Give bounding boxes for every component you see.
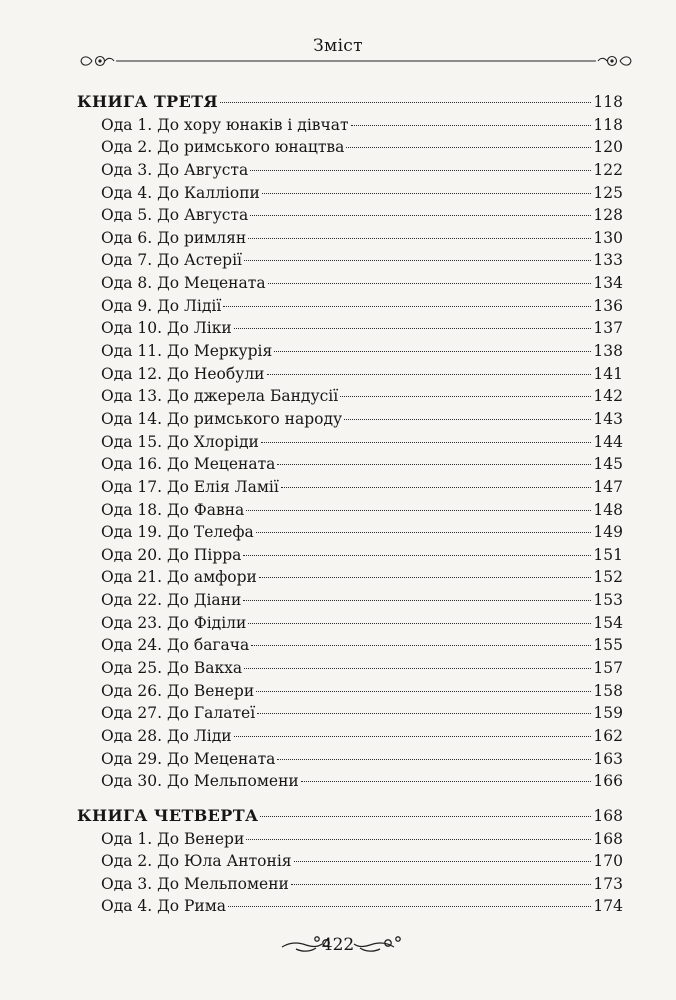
entry-title: Ода 30. До Мельпомени — [101, 772, 299, 791]
entry-page-number: 159 — [593, 704, 623, 723]
toc-entry[interactable] — [77, 476, 623, 499]
entry-title: Ода 15. До Хлоріди — [101, 432, 259, 451]
dot-leader — [294, 861, 592, 862]
entry-page-number: 155 — [593, 636, 623, 655]
entry-title: Ода 12. До Необули — [101, 364, 265, 383]
table-of-contents — [77, 91, 623, 918]
toc-entry[interactable] — [77, 227, 623, 250]
dot-leader — [256, 532, 592, 533]
toc-entry[interactable] — [77, 182, 623, 205]
entry-page-number: 147 — [593, 477, 623, 496]
toc-entry[interactable] — [77, 204, 623, 227]
dot-leader — [260, 816, 591, 817]
entry-title: Ода 11. До Меркурія — [101, 342, 273, 361]
entry-page-number: 151 — [593, 545, 623, 564]
dot-leader — [250, 215, 591, 216]
entry-title: Ода 17. До Елія Ламії — [101, 477, 279, 496]
dot-leader — [251, 645, 591, 646]
toc-entry[interactable] — [77, 431, 623, 454]
dot-leader — [246, 510, 591, 511]
entry-title: Ода 1. До хору юнаків і дівчат — [101, 115, 349, 134]
dot-leader — [291, 884, 592, 885]
toc-book-heading[interactable] — [77, 91, 623, 114]
toc-entry[interactable] — [77, 363, 623, 386]
book-title: КНИГА ТРЕТЯ — [77, 92, 218, 111]
entry-title: Ода 16. До Мецената — [101, 455, 276, 474]
toc-entry[interactable] — [77, 770, 623, 793]
toc-entry[interactable] — [77, 114, 623, 137]
entry-page-number: 162 — [593, 726, 623, 745]
entry-page-number: 130 — [593, 228, 623, 247]
dot-leader — [256, 691, 591, 692]
toc-entry[interactable] — [77, 566, 623, 589]
dot-leader — [248, 238, 591, 239]
dot-leader — [244, 668, 591, 669]
entry-title: Ода 24. До багача — [101, 636, 250, 655]
toc-entry[interactable] — [77, 612, 623, 635]
entry-page-number: 166 — [593, 772, 623, 791]
dot-leader — [250, 170, 591, 171]
dot-leader — [223, 306, 591, 307]
dot-leader — [277, 464, 591, 465]
dot-leader — [220, 102, 591, 103]
toc-entry[interactable] — [77, 544, 623, 567]
toc-entry[interactable] — [77, 521, 623, 544]
entry-page-number: 163 — [593, 749, 623, 768]
dot-leader — [243, 600, 591, 601]
entry-title: Ода 2. До римського юнацтва — [101, 138, 345, 157]
book-page-number: 118 — [593, 93, 623, 111]
toc-entry[interactable] — [77, 295, 623, 318]
dot-leader — [274, 351, 591, 352]
entry-page-number: 144 — [593, 432, 623, 451]
entry-page-number: 120 — [593, 138, 623, 157]
toc-entry[interactable] — [77, 385, 623, 408]
entry-page-number: 137 — [593, 319, 623, 338]
dot-leader — [346, 147, 591, 148]
dot-leader — [281, 487, 592, 488]
running-header-title: Зміст — [313, 36, 363, 56]
entry-title: Ода 28. До Ліди — [101, 726, 232, 745]
toc-entry[interactable] — [77, 657, 623, 680]
entry-title: Ода 25. До Вакха — [101, 659, 243, 678]
entry-page-number: 133 — [593, 251, 623, 270]
entry-page-number: 145 — [593, 455, 623, 474]
dot-leader — [261, 442, 592, 443]
toc-entry[interactable] — [77, 828, 623, 851]
dot-leader — [234, 736, 592, 737]
entry-page-number: 158 — [593, 681, 623, 700]
page-footer — [0, 930, 676, 960]
dot-leader — [267, 374, 592, 375]
entry-title: Ода 23. До Фіділи — [101, 613, 247, 632]
dot-leader — [228, 906, 591, 907]
dot-leader — [344, 419, 591, 420]
entry-page-number: 118 — [593, 115, 623, 134]
entry-page-number: 152 — [593, 568, 623, 587]
entry-page-number: 174 — [593, 897, 623, 916]
entry-page-number: 136 — [593, 296, 623, 315]
entry-page-number: 148 — [593, 500, 623, 519]
toc-entry[interactable] — [77, 702, 623, 725]
entry-title: Ода 21. До амфори — [101, 568, 257, 587]
entry-title: Ода 1. До Венери — [101, 829, 245, 848]
entry-page-number: 142 — [593, 387, 623, 406]
entry-title: Ода 3. До Мельпомени — [101, 874, 289, 893]
header-ornament-rule — [78, 52, 634, 70]
toc-entry[interactable] — [77, 589, 623, 612]
toc-entry[interactable] — [77, 249, 623, 272]
entry-page-number: 128 — [593, 206, 623, 225]
entry-title: Ода 5. До Августа — [101, 206, 249, 225]
entry-title: Ода 6. До римлян — [101, 228, 247, 247]
entry-page-number: 143 — [593, 409, 623, 428]
entry-page-number: 168 — [593, 829, 623, 848]
toc-entry[interactable] — [77, 272, 623, 295]
entry-page-number: 173 — [593, 874, 623, 893]
dot-leader — [246, 839, 591, 840]
entry-title: Ода 7. До Астерії — [101, 251, 242, 270]
toc-entry[interactable] — [77, 680, 623, 703]
dot-leader — [301, 781, 592, 782]
toc-entry[interactable] — [77, 499, 623, 522]
dot-leader — [277, 759, 591, 760]
entry-title: Ода 4. До Рима — [101, 897, 227, 916]
book-page-number: 168 — [593, 806, 623, 825]
entry-title: Ода 2. До Юла Антонія — [101, 852, 292, 871]
entry-page-number: 170 — [593, 852, 623, 871]
dot-leader — [243, 555, 591, 556]
page-number: 422 — [321, 935, 355, 955]
entry-page-number: 141 — [593, 364, 623, 383]
toc-entry[interactable] — [77, 873, 623, 896]
dot-leader — [262, 193, 592, 194]
entry-page-number: 149 — [593, 523, 623, 542]
entry-page-number: 138 — [593, 342, 623, 361]
toc-entry[interactable] — [77, 725, 623, 748]
dot-leader — [340, 396, 591, 397]
toc-entry[interactable] — [77, 850, 623, 873]
entry-title: Ода 10. До Ліки — [101, 319, 232, 338]
dot-leader — [234, 328, 592, 329]
entry-page-number: 122 — [593, 160, 623, 179]
entry-page-number: 134 — [593, 274, 623, 293]
toc-entry[interactable] — [77, 159, 623, 182]
toc-entry[interactable] — [77, 634, 623, 657]
entry-page-number: 157 — [593, 659, 623, 678]
entry-title: Ода 20. До Пірра — [101, 545, 242, 564]
section-spacer — [77, 793, 623, 805]
entry-title: Ода 18. До Фавна — [101, 500, 245, 519]
entry-page-number: 125 — [593, 183, 623, 202]
book-title: КНИГА ЧЕТВЕРТА — [77, 805, 259, 825]
toc-entry[interactable] — [77, 895, 623, 918]
toc-entry[interactable] — [77, 408, 623, 431]
entry-title: Ода 26. До Венери — [101, 681, 255, 700]
entry-title: Ода 13. До джерела Бандусії — [101, 387, 339, 406]
dot-leader — [244, 260, 591, 261]
entry-title: Ода 9. До Лідії — [101, 296, 222, 315]
dot-leader — [257, 713, 591, 714]
entry-page-number: 153 — [593, 591, 623, 610]
dot-leader — [268, 283, 592, 284]
toc-entry[interactable] — [77, 748, 623, 771]
entry-title: Ода 22. До Діани — [101, 591, 242, 610]
entry-title: Ода 3. До Августа — [101, 160, 249, 179]
entry-title: Ода 4. До Калліопи — [101, 183, 260, 202]
toc-entry[interactable] — [77, 453, 623, 476]
entry-page-number: 154 — [593, 613, 623, 632]
dot-leader — [351, 125, 592, 126]
toc-entry[interactable] — [77, 340, 623, 363]
entry-title: Ода 29. До Мецената — [101, 749, 276, 768]
dot-leader — [259, 577, 592, 578]
dot-leader — [248, 623, 591, 624]
toc-entry[interactable] — [77, 317, 623, 340]
toc-entry[interactable] — [77, 136, 623, 159]
entry-title: Ода 8. До Мецената — [101, 274, 266, 293]
entry-title: Ода 27. До Галатеї — [101, 704, 256, 723]
entry-title: Ода 19. До Телефа — [101, 523, 254, 542]
toc-book-heading[interactable] — [77, 805, 623, 828]
entry-title: Ода 14. До римського народу — [101, 409, 343, 428]
